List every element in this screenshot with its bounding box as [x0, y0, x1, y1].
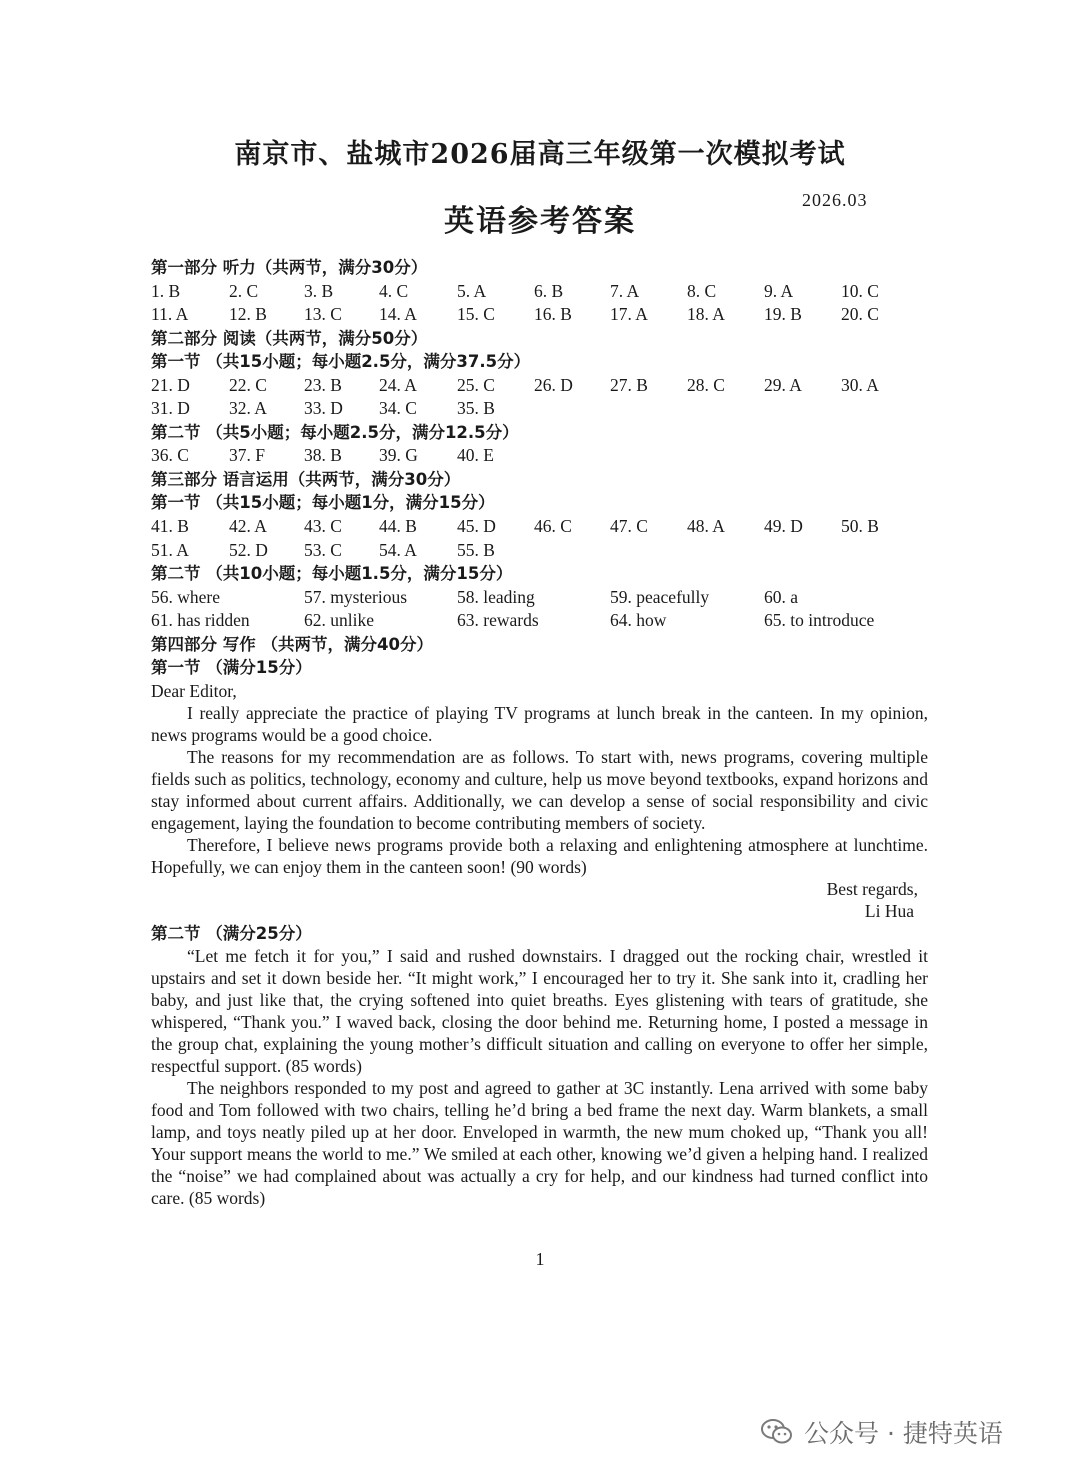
answer-item: 16. B	[534, 304, 572, 325]
answer-item: 29. A	[764, 374, 802, 395]
part4-section1-header: 第一节 （满分15分）	[151, 658, 312, 678]
answer-item: 35. B	[457, 398, 495, 419]
part2-header: 第二部分 阅读（共两节，满分50分）	[151, 328, 428, 348]
letter-paragraph: The reasons for my recommendation are as follows. To start with, news programs, covering multiple fields such as politics, technology, economy and culture, help us move beyond textbooks, expand horizons and stay informed about current affairs. Additionally, we can develop a sense of social responsibility and civic engagement, laying the foundation to become contributing members of society.	[151, 746, 928, 833]
answer-item: 28. C	[687, 374, 725, 395]
answer-item: 26. D	[534, 374, 573, 395]
answer-item: 5. A	[457, 280, 487, 301]
answer-item: 19. B	[764, 304, 802, 325]
answer-item: 55. B	[457, 539, 495, 560]
letter-greeting: Dear Editor,	[151, 680, 237, 701]
answer-row	[151, 515, 928, 539]
answer-item: 58. leading	[457, 586, 535, 607]
answer-row	[151, 374, 928, 398]
page-number: 1	[535, 1249, 545, 1269]
letter-signature: Li Hua	[864, 900, 914, 921]
answer-item: 45. D	[457, 515, 496, 536]
answer-item: 53. C	[304, 539, 342, 560]
answer-item: 63. rewards	[457, 610, 539, 631]
answer-item: 30. A	[841, 374, 879, 395]
answer-item: 37. F	[229, 445, 265, 466]
answer-row	[151, 539, 928, 563]
answer-row	[151, 444, 928, 468]
answer-row	[151, 397, 928, 421]
answer-item: 59. peacefully	[610, 586, 710, 607]
answer-item: 13. C	[304, 304, 342, 325]
answer-item: 4. C	[379, 280, 409, 301]
answer-item: 12. B	[229, 304, 267, 325]
watermark	[760, 1412, 1003, 1452]
answer-item: 8. C	[687, 280, 717, 301]
answer-item: 41. B	[151, 515, 189, 536]
part2-section1-header: 第一节 （共15小题；每小题2.5分，满分37.5分）	[151, 352, 531, 372]
watermark-text: 公众号 · 捷特英语	[804, 1419, 1003, 1448]
answer-item: 49. D	[764, 515, 803, 536]
answer-item: 54. A	[379, 539, 417, 560]
wechat-icon	[760, 1417, 794, 1447]
letter-closing: Best regards,	[826, 878, 918, 899]
answer-row	[151, 609, 928, 633]
answer-item: 32. A	[229, 398, 267, 419]
answer-content	[151, 256, 928, 1209]
part4-section2-header: 第二节 （满分25分）	[151, 923, 312, 943]
answer-item: 3. B	[304, 280, 334, 301]
answer-item: 22. C	[229, 374, 267, 395]
story-paragraph: The neighbors responded to my post and agreed to gather at 3C instantly. Lena arrived with some baby food and Tom followed with two chairs, telling he’d bring a bed frame the next day. Warm blankets, a small lamp, and toys neatly piled up at her door. Enveloped in warmth, the new mum choked up, “Thank you all! Your support means the world to me.” We smiled at each other, knowing we’d given a helping hand. I realized the “noise” we had complained about was actually a cry for help, and our kindness had turned conflict into care. (85 words)	[151, 1078, 928, 1209]
answer-item: 57. mysterious	[304, 586, 408, 607]
answer-item: 44. B	[379, 515, 417, 536]
letter-paragraph: Therefore, I believe news programs provide both a relaxing and enlightening atmosphere at lunchtime. Hopefully, we can enjoy them in the canteen soon! (90 words)	[151, 834, 928, 877]
answer-item: 25. C	[457, 374, 495, 395]
answer-item: 27. B	[610, 374, 648, 395]
answer-item: 65. to introduce	[764, 610, 875, 631]
answer-item: 43. C	[304, 515, 342, 536]
answer-item: 39. G	[379, 445, 418, 466]
answer-item: 21. D	[151, 374, 190, 395]
answer-item: 33. D	[304, 398, 343, 419]
answer-row	[151, 280, 928, 304]
answer-item: 56. where	[151, 586, 221, 607]
answer-item: 31. D	[151, 398, 190, 419]
answer-row	[151, 303, 928, 327]
answer-item: 10. C	[841, 280, 879, 301]
part1-header: 第一部分 听力（共两节，满分30分）	[151, 258, 428, 277]
answer-item: 64. how	[610, 610, 667, 631]
answer-item: 20. C	[841, 304, 879, 325]
part3-section2-header: 第二节 （共10小题；每小题1.5分，满分15分）	[151, 564, 513, 584]
answer-item: 18. A	[687, 304, 725, 325]
answer-item: 7. A	[610, 280, 640, 301]
answer-item: 2. C	[229, 280, 259, 301]
answer-item: 47. C	[610, 515, 648, 536]
answer-item: 38. B	[304, 445, 342, 466]
answer-item: 36. C	[151, 445, 189, 466]
answer-item: 51. A	[151, 539, 189, 560]
exam-date: 2026.03	[802, 190, 868, 210]
answer-key-title: 英语参考答案	[444, 204, 636, 239]
part2-section2-header: 第二节 （共5小题；每小题2.5分，满分12.5分）	[151, 422, 519, 442]
answer-item: 40. E	[457, 445, 494, 466]
answer-item: 11. A	[151, 304, 189, 325]
answer-item: 34. C	[379, 398, 417, 419]
exam-title: 南京市、盐城市2026届高三年级第一次模拟考试	[234, 139, 846, 170]
answer-item: 1. B	[151, 280, 181, 301]
answer-item: 52. D	[229, 539, 268, 560]
answer-item: 6. B	[534, 280, 564, 301]
part4-header: 第四部分 写作 （共两节，满分40分）	[151, 634, 433, 654]
answer-item: 17. A	[610, 304, 648, 325]
answer-item: 61. has ridden	[151, 610, 250, 631]
answer-item: 24. A	[379, 374, 417, 395]
answer-item: 62. unlike	[304, 610, 374, 631]
answer-row	[151, 586, 928, 610]
answer-item: 23. B	[304, 374, 342, 395]
story-paragraph: “Let me fetch it for you,” I said and rushed downstairs. I dragged out the rocking chair, wrestled it upstairs and set it down beside her. “It might work,” I encouraged her to try it. She sank into it, cradling her baby, and just like that, the crying softened into quiet breaths. Eyes glistening with tears of gratitude, she whispered, “Thank you.” I waved back, closing the door behind me. Returning home, I posted a message in the group chat, explaining the young mother’s difficult situation and calling on everyone to offer her simple, respectful support. (85 words)	[151, 946, 928, 1077]
letter-paragraph: I really appreciate the practice of playing TV programs at lunch break in the canteen. In my opinion, news programs would be a good choice.	[151, 702, 928, 745]
answer-item: 50. B	[841, 515, 879, 536]
answer-item: 14. A	[379, 304, 417, 325]
answer-item: 42. A	[229, 515, 267, 536]
answer-item: 9. A	[764, 280, 794, 301]
part3-header: 第三部分 语言运用（共两节，满分30分）	[151, 469, 461, 489]
answer-item: 15. C	[457, 304, 495, 325]
answer-item: 46. C	[534, 515, 572, 536]
answer-item: 48. A	[687, 515, 725, 536]
part3-section1-header: 第一节 （共15小题；每小题1分，满分15分）	[151, 493, 495, 513]
answer-item: 60. a	[764, 586, 799, 607]
